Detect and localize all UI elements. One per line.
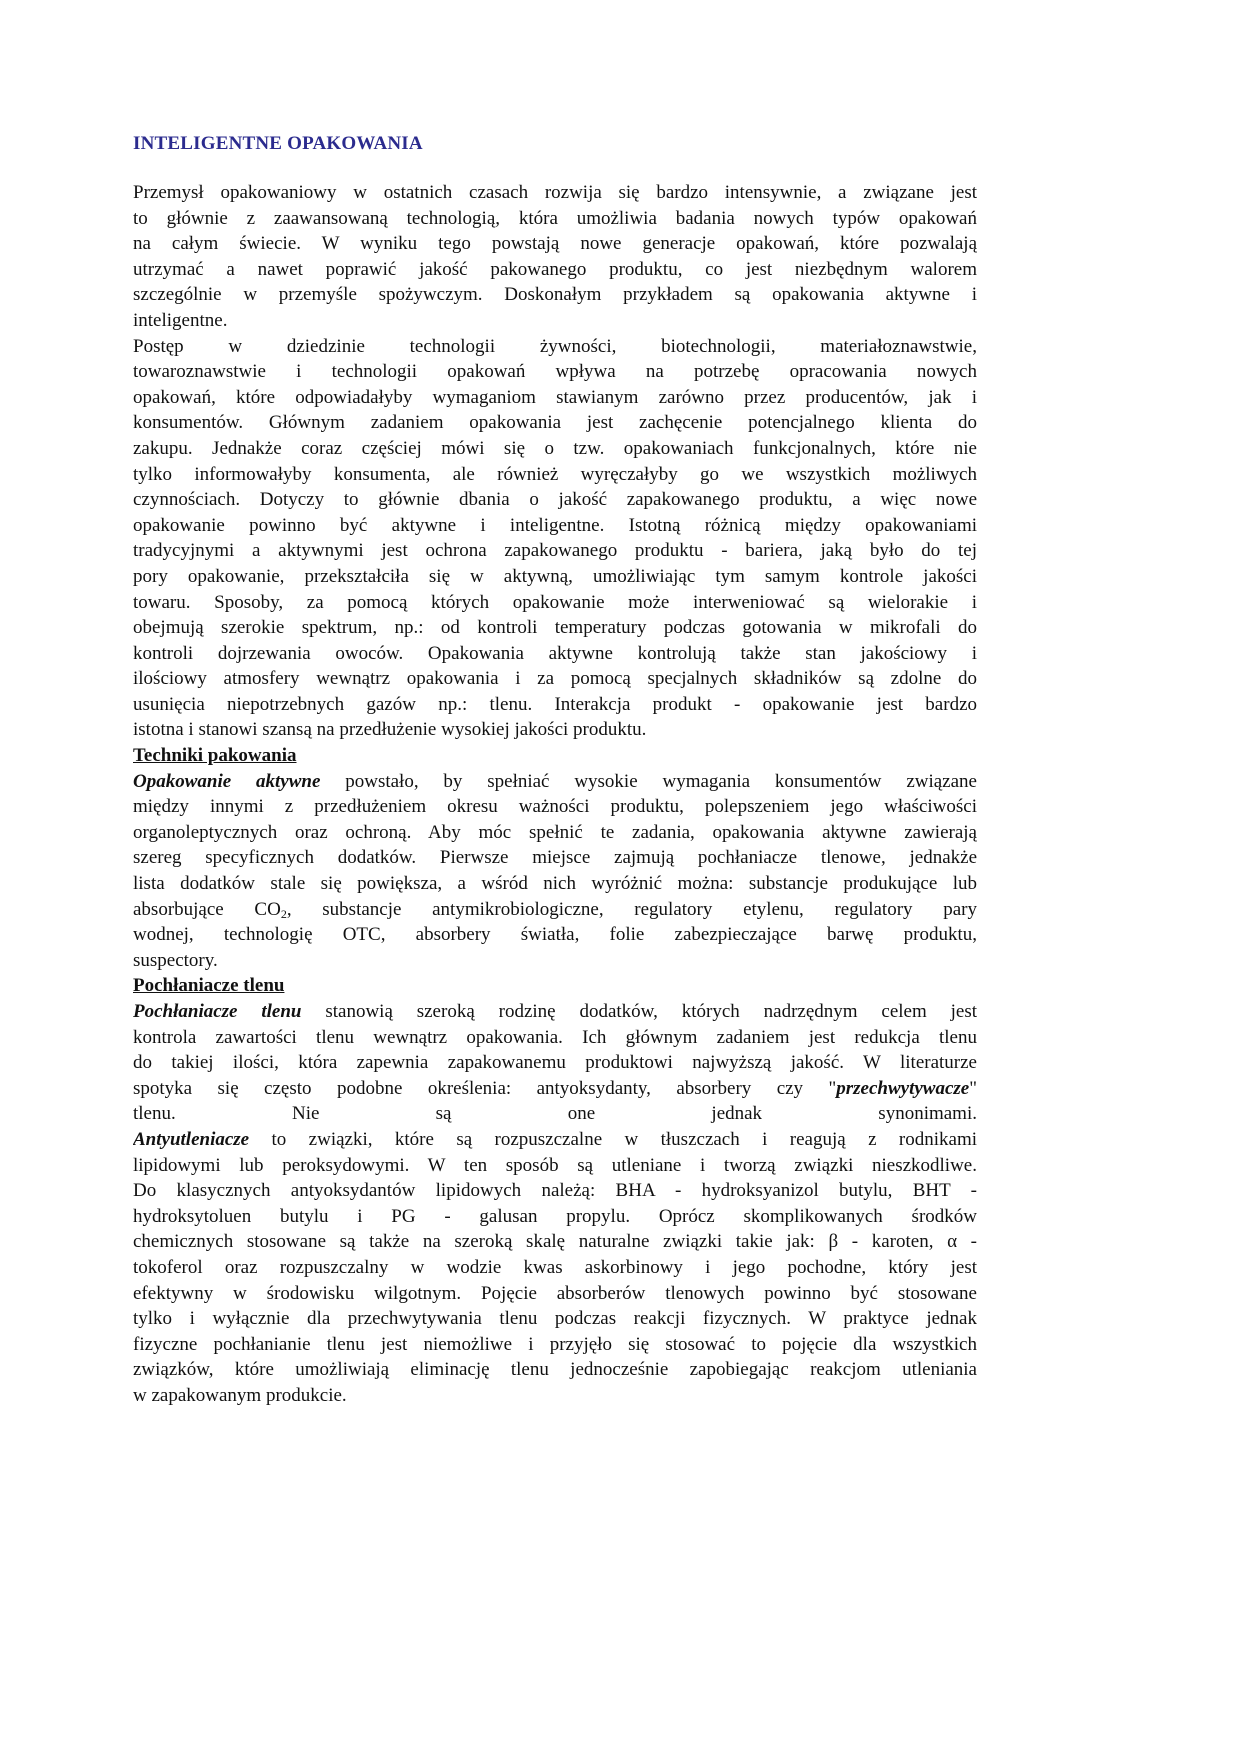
text-segment: usunięcia niepotrzebnych gazów np.: tlenu. Interakcja produkt - opakowanie jest bardzo <box>133 693 977 715</box>
text-line <box>133 410 977 436</box>
text-line <box>133 1255 977 1281</box>
text-segment: inteligentne. <box>133 309 228 331</box>
text-line <box>133 1357 977 1383</box>
emphasized-term: przechwytywacze <box>836 1077 970 1099</box>
text-line <box>133 1306 977 1332</box>
text-line <box>133 206 977 232</box>
text-segment: zakupu. Jednakże coraz częściej mówi się o tzw. opakowaniach funkcjonalnych, które nie <box>133 437 977 459</box>
text-segment: opakowanie powinno być aktywne i inteligentne. Istotną różnicą między opakowaniami <box>133 514 977 536</box>
emphasized-term: Antyutleniacze <box>133 1128 250 1150</box>
text-segment: suspectory. <box>133 949 218 971</box>
document-body <box>133 180 977 1409</box>
text-segment: efektywny w środowisku wilgotnym. Pojęcie absorberów tlenowych powinno być stosowane <box>133 1282 977 1304</box>
text-line <box>133 845 977 871</box>
text-line <box>133 513 977 539</box>
text-segment: hydroksytoluen butylu i PG - galusan propylu. Oprócz skomplikowanych środków <box>133 1205 977 1227</box>
text-segment: chemicznych stosowane są także na szeroką skalę naturalne związki takie jak: β - karoten, α - <box>133 1231 977 1253</box>
text-segment: tylko informowałyby konsumenta, ale również wyręczałyby go we wszystkich możliwych <box>133 463 977 485</box>
text-segment: Przemysł opakowaniowy w ostatnich czasach rozwija się bardzo intensywnie, a związane jest <box>133 182 977 203</box>
text-segment: ilościowy atmosfery wewnątrz opakowania i za pomocą specjalnych składników są zdolne do <box>133 668 977 690</box>
text-segment: to związki, które są rozpuszczalne w tłuszczach i reagują z rodnikami <box>249 1128 977 1150</box>
text-segment: tradycyjnymi a aktywnymi jest ochrona zapakowanego produktu - bariera, jaką było do tej <box>133 540 977 562</box>
text-segment: między innymi z przedłużeniem okresu ważności produktu, polepszeniem jego właściwości <box>133 796 977 818</box>
text-segment: fizyczne pochłanianie tlenu jest niemożliwe i przyjęło się stosować to pojęcie dla wszystkich <box>133 1333 977 1355</box>
text-line <box>133 1178 977 1204</box>
text-line <box>133 308 977 334</box>
text-line <box>133 1229 977 1255</box>
text-line <box>133 1025 977 1051</box>
text-line <box>133 1332 977 1358</box>
text-line <box>133 641 977 667</box>
text-line <box>133 1101 977 1127</box>
text-segment: stanowią szeroką rodzinę dodatków, których nadrzędnym celem jest <box>301 1001 977 1022</box>
text-line <box>133 692 977 718</box>
text-segment: w zapakowanym produkcie. <box>133 1384 347 1406</box>
text-line <box>133 948 977 974</box>
text-segment: Do klasycznych antyoksydantów lipidowych należą: BHA - hydroksyanizol butylu, BHT - <box>133 1180 977 1202</box>
text-segment: utrzymać a nawet poprawić jakość pakowanego produktu, co jest niezbędnym walorem <box>133 258 977 280</box>
text-segment: tokoferol oraz rozpuszczalny w wodzie kwas askorbinowy i jego pochodne, który jest <box>133 1256 977 1278</box>
text-segment: czynnościach. Dotyczy to głównie dbania o jakość zapakowanego produktu, a więc nowe <box>133 489 977 511</box>
text-line <box>133 359 977 385</box>
text-segment: " <box>969 1077 977 1099</box>
text-segment: Postęp w dziedzinie technologii żywności, biotechnologii, materiałoznawstwie, <box>133 335 977 357</box>
text-line <box>133 897 977 923</box>
text-line <box>133 999 977 1025</box>
document-title: INTELIGENTNE OPAKOWANIA <box>133 133 423 154</box>
text-line <box>133 334 977 360</box>
section-heading <box>133 743 977 769</box>
text-segment: pory opakowanie, przekształciła się w aktywną, umożliwiając tym samym kontrole jakości <box>133 565 977 587</box>
text-line <box>133 615 977 641</box>
text-line <box>133 922 977 948</box>
emphasized-term: Opakowanie aktywne <box>133 770 321 792</box>
text-segment: do takiej ilości, która zapewnia zapakowanemu produktowi najwyższą jakość. W literaturze <box>133 1052 977 1074</box>
text-segment: spotyka się często podobne określenia: antyoksydanty, absorbery czy " <box>133 1077 837 1099</box>
text-line <box>133 1076 977 1102</box>
text-segment: istotna i stanowi szansą na przedłużenie wysokiej jakości produktu. <box>133 719 647 741</box>
text-segment: to głównie z zaawansowaną technologią, która umożliwia badania nowych typów opakowań <box>133 207 977 229</box>
text-line <box>133 257 977 283</box>
text-line <box>133 666 977 692</box>
text-segment: wodnej, technologię OTC, absorbery światła, folie zabezpieczające barwę produktu, <box>133 924 977 946</box>
text-segment: obejmują szerokie spektrum, np.: od kontroli temperatury podczas gotowania w mikrofali do <box>133 617 977 639</box>
text-segment: organoleptycznych oraz ochroną. Aby móc spełnić te zadania, opakowania aktywne zawierają <box>133 821 977 843</box>
subscript: 2 <box>280 906 287 921</box>
text-line <box>133 1204 977 1230</box>
text-line <box>133 231 977 257</box>
text-line <box>133 1383 977 1409</box>
text-line <box>133 487 977 513</box>
text-segment: opakowań, które odpowiadałyby wymaganiom stawianym zarówno przez producentów, jak i <box>133 386 977 408</box>
text-segment: lipidowymi lub peroksydowymi. W ten sposób są utleniane i tworzą związki nieszkodliwe. <box>133 1154 977 1176</box>
text-segment: towaru. Sposoby, za pomocą których opakowanie może interweniować są wielorakie i <box>133 591 977 613</box>
text-segment: towaroznawstwie i technologii opakowań wpływa na potrzebę opracowania nowych <box>133 361 977 383</box>
text-segment: tlenu. Nie są one jednak synonimami. <box>133 1103 977 1125</box>
heading-text: Pochłaniacze tlenu <box>133 975 285 997</box>
text-line <box>133 871 977 897</box>
text-line <box>133 820 977 846</box>
text-line <box>133 282 977 308</box>
text-segment: szczególnie w przemyśle spożywczym. Doskonałym przykładem są opakowania aktywne i <box>133 284 977 306</box>
text-line <box>133 717 977 743</box>
text-segment: lista dodatków stale się powiększa, a wśród nich wyróżnić można: substancje produkujące lub <box>133 873 977 895</box>
text-segment: , substancje antymikrobiologiczne, regulatory etylenu, regulatory pary <box>286 898 977 920</box>
text-segment: na całym świecie. W wyniku tego powstają nowe generacje opakowań, które pozwalają <box>133 233 977 255</box>
text-line <box>133 590 977 616</box>
text-line <box>133 769 977 795</box>
text-line <box>133 436 977 462</box>
text-line <box>133 462 977 488</box>
emphasized-term: Pochłaniacze tlenu <box>133 1001 302 1022</box>
text-line <box>133 1127 977 1153</box>
heading-text: Techniki pakowania <box>133 745 297 767</box>
text-segment: absorbujące CO <box>133 898 281 920</box>
text-segment: kontrola zawartości tlenu wewnątrz opakowania. Ich głównym zadaniem jest redukcja tlenu <box>133 1026 977 1048</box>
text-line <box>133 1050 977 1076</box>
text-line <box>133 180 977 206</box>
text-line <box>133 1281 977 1307</box>
text-segment: kontroli dojrzewania owoców. Opakowania aktywne kontrolują także stan jakościowy i <box>133 642 977 664</box>
text-segment: związków, które umożliwiają eliminację tlenu jednocześnie zapobiegając reakcjom utleniania <box>133 1359 977 1381</box>
text-line <box>133 1153 977 1179</box>
section-heading <box>133 973 977 999</box>
text-segment: tylko i wyłącznie dla przechwytywania tlenu podczas reakcji fizycznych. W praktyce jednak <box>133 1308 977 1330</box>
text-line <box>133 564 977 590</box>
text-segment: szereg specyficznych dodatków. Pierwsze miejsce zajmują pochłaniacze tlenowe, jednakże <box>133 847 977 869</box>
text-segment: konsumentów. Głównym zadaniem opakowania jest zachęcenie potencjalnego klienta do <box>133 412 977 434</box>
text-line <box>133 538 977 564</box>
text-line <box>133 385 977 411</box>
text-line <box>133 794 977 820</box>
text-segment: powstało, by spełniać wysokie wymagania konsumentów związane <box>320 770 977 792</box>
